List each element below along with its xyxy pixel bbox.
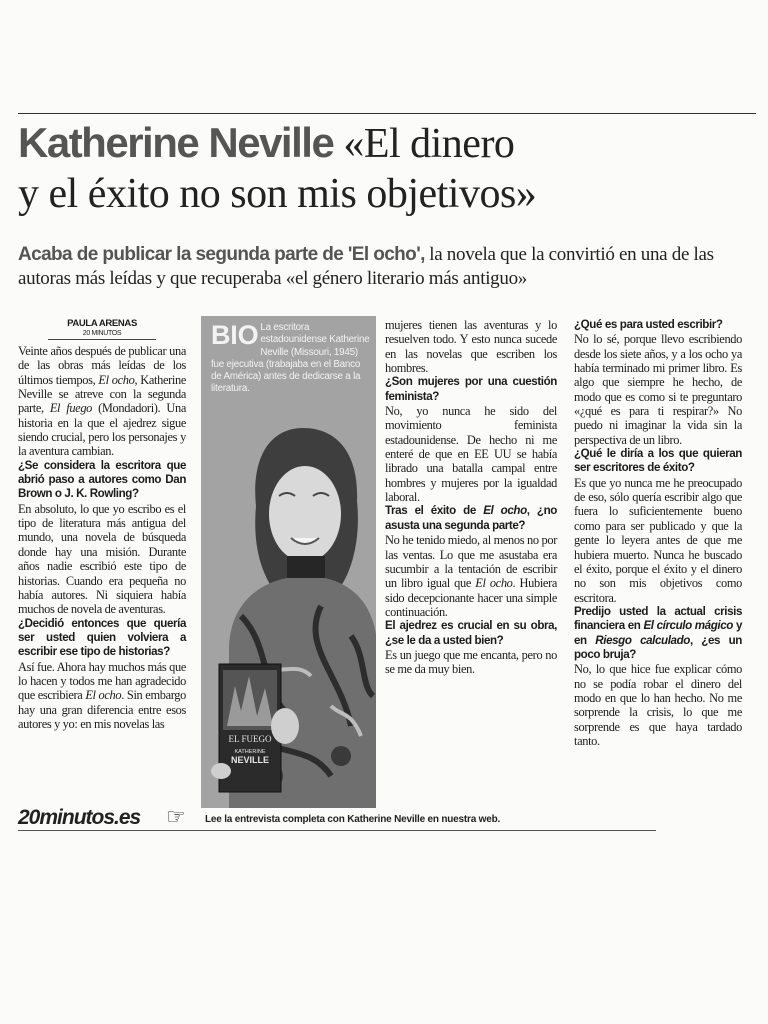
article-column-4 bbox=[574, 318, 742, 748]
answer-1: En absoluto, lo que yo escribo es el tipo de literatura más antigua del mundo, una novela de búsqueda donde hay una misión. Durante años nadie escribió este tipo de historias. Cuando era pequeña no había autores. Ni siquiera había muchos de novela de aventuras. bbox=[18, 501, 186, 617]
deck-rest: la novela que la convirtió en una de las autoras más leídas y que recuperaba «el género literario más antiguo» bbox=[18, 244, 714, 289]
byline bbox=[18, 318, 186, 338]
bio-text: La escritora estadounidense Katherine Neville (Missouri, 1945) fue ejecutiva (trabajaba en el Banco de América) antes de dedicarse a la literatura. bbox=[211, 322, 370, 395]
book-author: NEVILLE bbox=[230, 755, 270, 765]
answer-2-text-1: Así fue. Ahora hay muchos más que lo hacen y todos me han agradecido que escribiera bbox=[18, 659, 186, 703]
intro-text-3: (Mondadori). Una historia en la que el ajedrez sigue siendo crucial, pero los personajes y la aventura cambian. bbox=[18, 401, 186, 459]
intro-text-2: , Katherine Neville se atreve con la segunda parte, bbox=[18, 372, 186, 416]
byline-author: PAULA ARENAS bbox=[67, 318, 137, 329]
question-8-em-1: El círculo mágico bbox=[643, 619, 733, 633]
answer-6: No lo sé, porque llevo escribiendo desde los siete años, y a los ocho ya había terminado mi primer libro. Es algo que siempre he hecho, de modo que es como si te preguntaro «¿qué es para ti respirar?» No puedo ni imaginar la vida sin la perspectiva de un libro. bbox=[574, 332, 742, 447]
answer-4-em: El ocho bbox=[475, 576, 513, 591]
answer-5: Es un juego que me encanta, pero no se me da muy bien. bbox=[385, 647, 557, 677]
answer-2 bbox=[18, 660, 186, 732]
book-title: EL FUEGO bbox=[228, 734, 272, 744]
question-4 bbox=[385, 504, 557, 533]
question-6: ¿Qué es para usted escribir? bbox=[574, 318, 723, 331]
question-8-text-1: Predijo usted la actual crisis financiera en bbox=[574, 604, 742, 633]
answer-4 bbox=[385, 533, 557, 619]
answer-4-text-1: No he tenido miedo, al menos no por las ventas. Lo que me asustaba era sucumbir a la tentación de escribir un libro igual que bbox=[385, 533, 557, 591]
question-8-em-2: Riesgo calculado bbox=[595, 633, 690, 647]
answer-2-continued: mujeres tienen las aventuras y lo resuelven todo. Y esto nunca sucede en las novelas que escriben los hombres. bbox=[385, 318, 557, 376]
question-5: El ajedrez es crucial en su obra, ¿se le da a usted bien? bbox=[385, 619, 557, 647]
headline-quote-line2: y el éxito no son mis objetivos» bbox=[18, 171, 537, 217]
question-8-text-3: , ¿es un poco bruja? bbox=[574, 633, 742, 661]
intro-em-1: El ocho bbox=[98, 372, 135, 387]
deck-subtitle bbox=[18, 243, 758, 291]
question-8 bbox=[574, 605, 742, 662]
article-column-3 bbox=[385, 318, 557, 677]
article-column-1 bbox=[18, 318, 186, 731]
question-4-em: El ocho bbox=[483, 504, 527, 518]
photo-bio-box bbox=[201, 316, 376, 808]
answer-2-text-2: . Sin embargo hay una gran diferencia entre esos autores y yo: en mis novelas las bbox=[18, 688, 186, 731]
question-4-text-2: , ¿no asusta una segunda parte? bbox=[385, 504, 557, 532]
question-3: ¿Son mujeres por una cuestión feminista? bbox=[385, 375, 557, 403]
book-author-first: KATHERINE bbox=[234, 749, 266, 755]
question-2: ¿Decidió entonces que quería ser usted quien volviera a escribir ese tipo de historias? bbox=[18, 616, 186, 659]
answer-8: No, lo que hice fue explicar cómo no se podía robar el dinero del modo en que lo han hecho. No me sorprende la crisis, lo que me sorprende es que haya tardado tanto. bbox=[574, 662, 742, 748]
answer-4-text-2: . Hubiera sido decepcionante hacer una simple continuación. bbox=[385, 576, 557, 619]
intro-text-1: Veinte años después de publicar una de las obras más leídas de los últimos tiempos, bbox=[18, 344, 186, 387]
headline-name: Katherine Neville bbox=[18, 119, 334, 166]
byline-rule bbox=[48, 339, 156, 340]
pointing-hand-icon: ☞ bbox=[166, 804, 186, 829]
footer-link-text[interactable]: Lee la entrevista completa con Katherine Neville en nuestra web. bbox=[205, 814, 501, 825]
question-7: ¿Qué le diría a los que quieran ser escritores de éxito? bbox=[574, 447, 742, 475]
answer-2-em: El ocho bbox=[85, 688, 122, 703]
intro-paragraph bbox=[18, 344, 186, 459]
answer-7: Es que yo nunca me he preocupado de eso, sólo quería escribir algo que fuera lo suficientemente bueno como para ser publicado y que la gente lo leyera antes de que me hubiera muerto. Nunca he buscado el éxito, porque el éxito y el dinero no son mis objetivos como escritora. bbox=[574, 475, 742, 605]
answer-3: No, yo nunca he sido del movimiento feminista estadounidense. De hecho ni me enteré de que en EE UU se había librado una batalla campal entre hombres y mujeres por la igualdad laboral. bbox=[385, 404, 557, 505]
headline bbox=[18, 118, 758, 219]
footer-logo[interactable]: 20minutos.es bbox=[18, 806, 141, 829]
intro-em-2: El fuego bbox=[49, 401, 93, 416]
question-1: ¿Se considera la escritora que abrió paso a autores como Dan Brown o J. K. Rowling? bbox=[18, 458, 186, 501]
footer-rule bbox=[18, 830, 656, 831]
deck-lead: Acaba de publicar la segunda parte de 'El ocho', bbox=[18, 244, 425, 265]
question-4-text-1: Tras el éxito de bbox=[385, 504, 484, 518]
question-8-text-2: y en bbox=[574, 619, 742, 647]
headline-quote-line1: «El dinero bbox=[343, 121, 515, 167]
byline-source: 20 MINUTOS bbox=[82, 330, 122, 337]
top-rule bbox=[18, 113, 756, 114]
bio-tag: BIO bbox=[211, 320, 259, 350]
bio-box bbox=[211, 322, 371, 396]
